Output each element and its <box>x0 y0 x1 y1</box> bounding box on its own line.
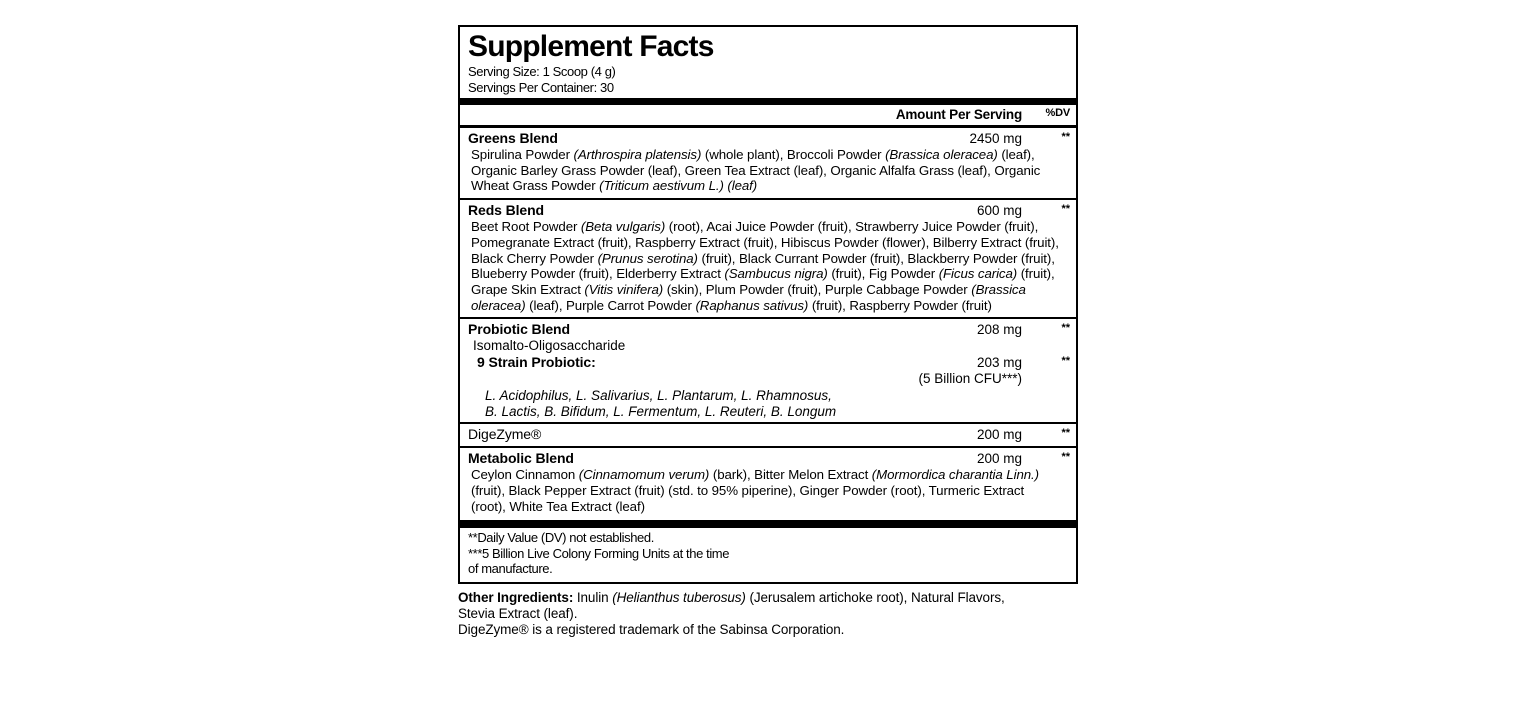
species-line: B. Lactis, B. Bifidum, L. Fermentum, L. Reuteri, B. Longum <box>485 403 837 419</box>
text-segment: (fruit), Black Currant Powder (fruit), Blackberry Powder (fruit), Blueberry Powder (fruit), Elderberry Extract <box>471 250 1055 282</box>
column-header-amount: Amount Per Serving <box>895 107 1022 122</box>
footnote-line: **Daily Value (DV) not established. <box>468 530 654 546</box>
ingredient-name: Reds Blend <box>468 202 545 219</box>
text-segment: (fruit), Fig Powder <box>827 266 939 282</box>
dv-value: ** <box>1061 451 1070 464</box>
text-segment: Ceylon Cinnamon <box>471 467 579 483</box>
ingredient-name: DigeZyme® <box>468 426 542 443</box>
text-segment: (Jerusalem artichoke root), Natural Flavors, <box>745 589 1005 605</box>
text-segment: (root), Acai Juice Powder (fruit), Strawberry Juice Powder (fruit), Pomegranate Extract (fruit), Raspberry Extract (fruit), Hibiscus Powder (flower), Bilberry Extract (fruit), Black Cherry Powder <box>471 219 1059 266</box>
text-segment: (Triticum aestivum L.) (leaf) <box>599 178 758 194</box>
amount-per-serving: 600 mg <box>976 203 1022 219</box>
blend-description <box>468 147 1070 195</box>
label-column <box>458 25 1078 638</box>
text-segment: Beet Root Powder <box>471 219 581 235</box>
text-segment: (Raphanus sativus) <box>695 297 809 313</box>
amount-per-serving: 2450 mg <box>969 131 1022 146</box>
divider-bar-bottom <box>460 520 1076 528</box>
text-segment: (whole plant), Broccoli Powder <box>701 147 886 162</box>
below-panel-notes <box>458 590 1098 638</box>
text-segment: (Ficus carica) <box>938 266 1018 282</box>
text-segment: (Arthrospira platensis) <box>573 147 702 162</box>
blend-description <box>468 467 1070 515</box>
ingredient-name: 9 Strain Probiotic: <box>477 353 596 370</box>
text-segment: (fruit), Black Pepper Extract (fruit) (std. to 95% piperine), Ginger Powder (root), Turmeric Extract (root), White Tea Extract (leaf) <box>471 483 1025 514</box>
trademark-note: DigeZyme® is a registered trademark of the Sabinsa Corporation. <box>458 621 845 637</box>
amount-per-serving: 208 mg <box>976 322 1022 338</box>
footnote-line: ***5 Billion Live Colony Forming Units at the time <box>468 545 730 561</box>
ingredient-row-header <box>468 321 1070 338</box>
dv-value: ** <box>1061 354 1070 367</box>
divider-bar-top <box>460 98 1076 105</box>
ingredient-row <box>460 448 1076 518</box>
species-line: L. Acidophilus, L. Salivarius, L. Plantarum, L. Rhamnosus, <box>485 388 832 404</box>
text-segment: (leaf), Organic Barley Grass Powder (leaf), Green Tea Extract (leaf), Organic Alfalfa Grass (leaf), Organic Wheat Grass Powder <box>471 147 1041 194</box>
text-segment: Spirulina Powder <box>471 147 574 162</box>
text-segment: (Vitis vinifera) <box>584 281 664 297</box>
supplement-facts-panel <box>458 25 1078 584</box>
other-ingredients <box>458 590 1098 622</box>
footnotes <box>460 528 1076 577</box>
ingredient-row <box>460 200 1076 319</box>
text-segment: Inulin <box>573 589 613 605</box>
column-header-dv: %DV <box>1045 107 1070 119</box>
text-segment: (Brassica oleracea) <box>471 281 1026 313</box>
ingredient-name: Metabolic Blend <box>468 450 574 467</box>
panel-title: Supplement Facts <box>468 30 714 63</box>
text-segment: (Beta vulgaris) <box>580 219 666 235</box>
serving-size: Serving Size: 1 Scoop (4 g) <box>468 64 616 79</box>
text-segment: (Helianthus tuberosus) <box>612 589 746 605</box>
text-segment: Stevia Extract (leaf). <box>458 605 578 621</box>
amount-per-serving: 200 mg <box>976 451 1022 467</box>
probiotic-species <box>468 388 1070 419</box>
ingredient-row-header <box>468 354 1070 371</box>
blend-description <box>468 219 1070 314</box>
servings-per-container: Servings Per Container: 30 <box>468 80 614 95</box>
amount-per-serving: 203 mg <box>976 354 1022 370</box>
text-segment: (skin), Plum Powder (fruit), Purple Cabbage Powder <box>663 281 972 297</box>
ingredient-row <box>460 319 1076 424</box>
dv-value: ** <box>1061 131 1070 143</box>
footnote-line: of manufacture. <box>468 561 553 577</box>
ingredient-name: Probiotic Blend <box>468 321 570 338</box>
text-segment: (fruit), Raspberry Powder (fruit) <box>808 297 992 313</box>
text-segment: (leaf), Purple Carrot Powder <box>525 297 696 313</box>
text-segment: (bark), Bitter Melon Extract <box>709 467 872 483</box>
ingredient-row-header <box>468 130 1070 147</box>
ingredient-rows <box>460 128 1076 518</box>
text-segment: (Cinnamomum verum) <box>578 467 710 483</box>
amount-per-serving: 200 mg <box>976 427 1022 443</box>
ingredient-row-header <box>468 450 1070 467</box>
text-segment: (Prunus serotina) <box>597 250 698 266</box>
dv-value: ** <box>1061 427 1070 440</box>
text-segment: (Brassica oleracea) <box>885 147 998 162</box>
cfu-note: (5 Billion CFU***) <box>918 370 1022 386</box>
ingredient-row-header <box>468 202 1070 219</box>
ingredient-row <box>460 128 1076 200</box>
sub-ingredient: Isomalto-Oligosaccharide <box>473 338 626 354</box>
text-segment: (fruit), Grape Skin Extract <box>471 266 1055 297</box>
dv-value: ** <box>1061 203 1070 216</box>
text-segment: Other Ingredients: <box>458 589 574 605</box>
ingredient-row <box>460 424 1076 448</box>
ingredient-row-header <box>468 426 1070 443</box>
text-segment: (Sambucus nigra) <box>724 266 828 282</box>
text-segment: (Mormordica charantia Linn.) <box>871 467 1039 483</box>
column-header-row <box>460 105 1076 128</box>
ingredient-name: Greens Blend <box>468 130 558 146</box>
dv-value: ** <box>1061 322 1070 335</box>
